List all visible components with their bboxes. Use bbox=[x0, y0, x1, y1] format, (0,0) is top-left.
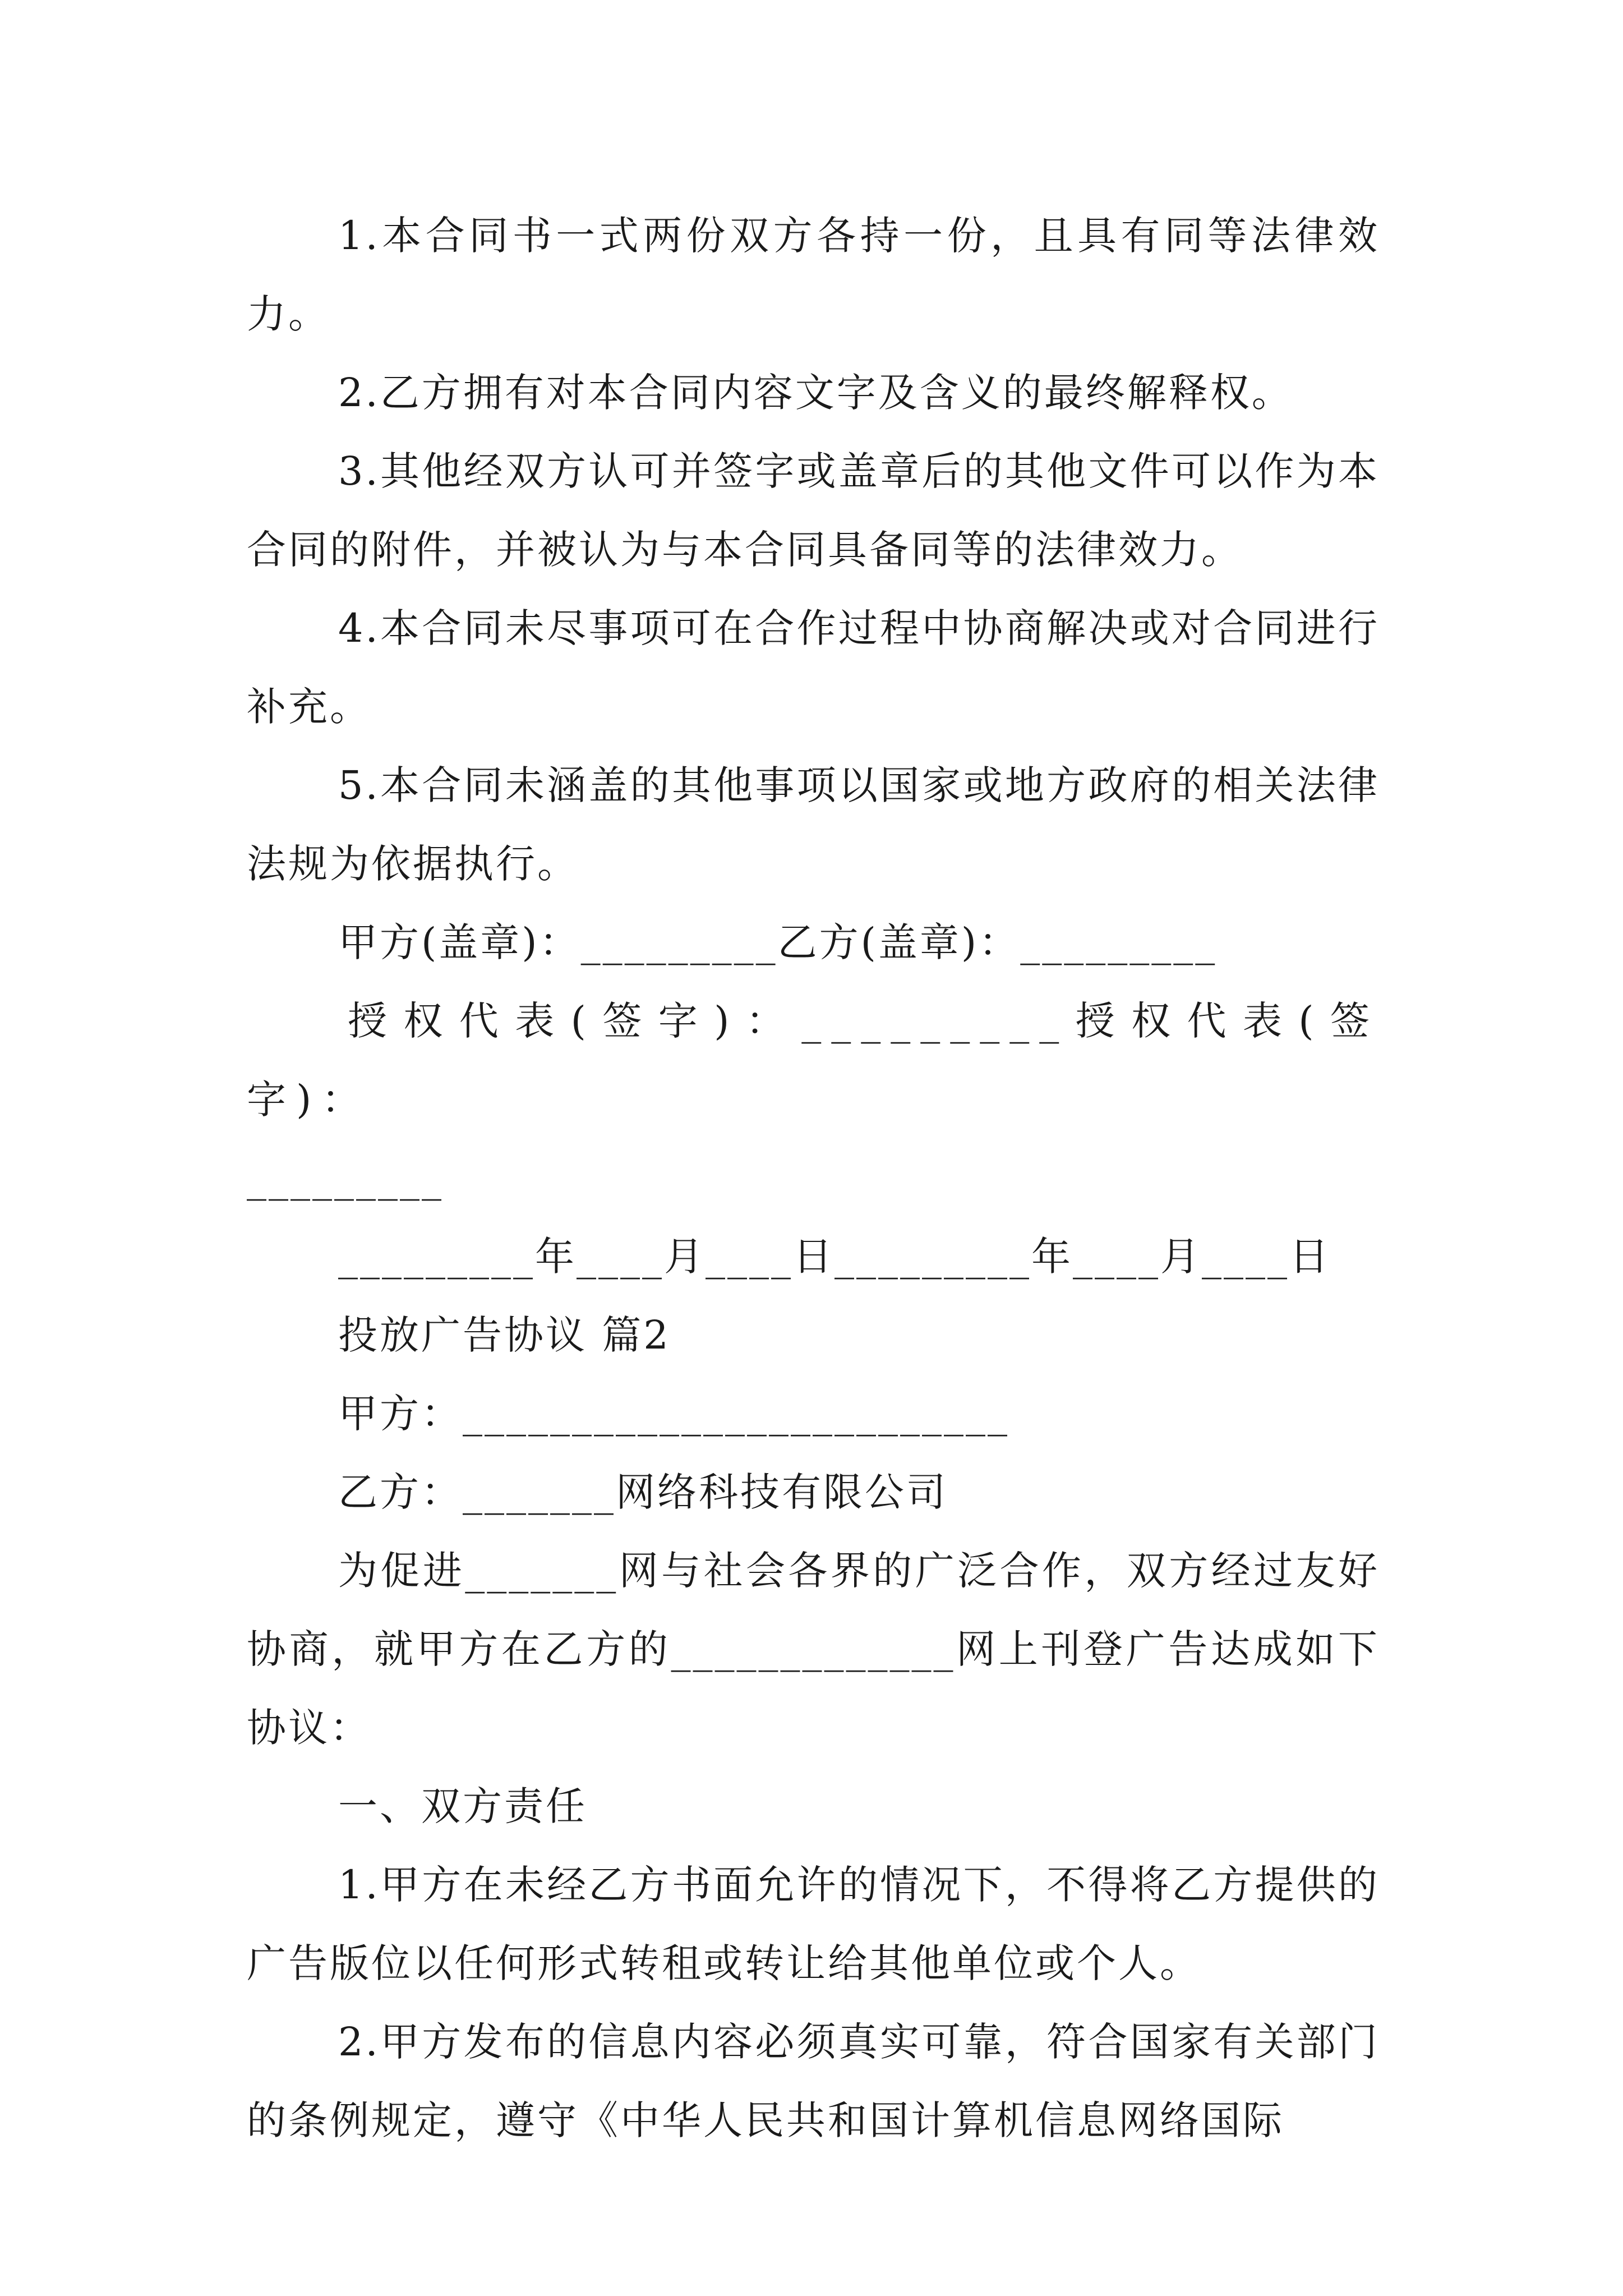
responsibility-2-paragraph: 2.甲方发布的信息内容必须真实可靠，符合国家有关部门的条例规定，遵守《中华人民共和国计算机信息网络国际 bbox=[247, 2019, 1380, 2143]
clause-3-paragraph: 3.其他经双方认可并签字或盖章后的其他文件可以作为本合同的附件，并被认为与本合同具备同等的法律效力。 bbox=[247, 448, 1380, 573]
party-b-line: 乙方：_______网络科技有限公司 bbox=[338, 1469, 948, 1515]
signature-continuation-line: _________ bbox=[247, 1155, 444, 1201]
section-title: 投放广告协议 篇2 bbox=[338, 1312, 671, 1358]
clause-1-paragraph: 1.本合同书一式两份双方各持一份，且具有同等法律效力。 bbox=[247, 213, 1380, 337]
clause-4-paragraph: 4.本合同未尽事项可在合作过程中协商解决或对合同进行补充。 bbox=[247, 605, 1380, 730]
preamble-paragraph: 为促进_______网与社会各界的广泛合作，双方经过友好协商，就甲方在乙方的_____________网上刊登广告达成如下协议： bbox=[247, 1548, 1380, 1751]
date-line: _________年____月____日_________年____月____日 bbox=[338, 1234, 1331, 1280]
party-a-line: 甲方：_________________________ bbox=[338, 1391, 1009, 1437]
seal-line: 甲方(盖章)：_________乙方(盖章)：_________ bbox=[338, 919, 1218, 965]
document-body bbox=[247, 196, 1380, 2160]
heading-responsibilities: 一、双方责任 bbox=[338, 1783, 587, 1829]
clause-2-paragraph: 2.乙方拥有对本合同内容文字及含义的最终解释权。 bbox=[338, 370, 1293, 416]
clause-5-paragraph: 5.本合同未涵盖的其他事项以国家或地方政府的相关法律法规为依据执行。 bbox=[247, 762, 1380, 887]
signature-line: 授权代表(签字)：_________授权代表(签字)： bbox=[247, 998, 1380, 1122]
responsibility-1-paragraph: 1.甲方在未经乙方书面允许的情况下，不得将乙方提供的广告版位以任何形式转租或转让给其他单位或个人。 bbox=[247, 1862, 1380, 1986]
